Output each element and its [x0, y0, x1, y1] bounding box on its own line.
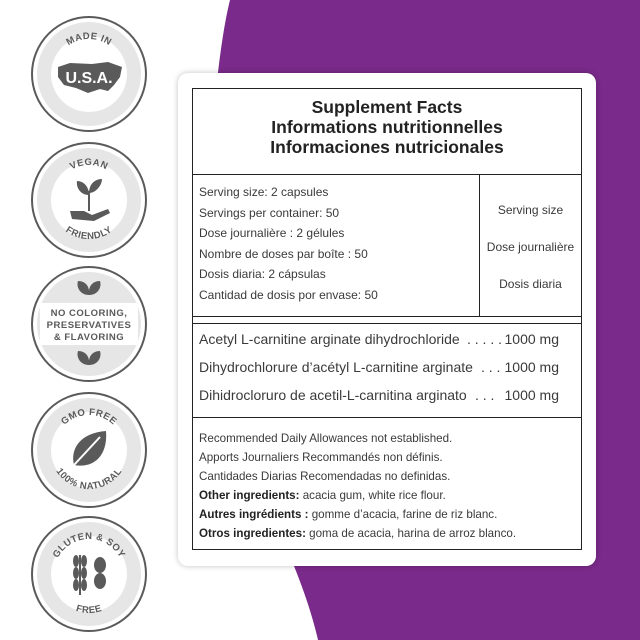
other-text: acacia gum, white rice flour.	[299, 489, 446, 502]
badge-line-1: NO COLORING,	[50, 308, 128, 319]
serving-line: Serving size: 2 capsules	[199, 185, 329, 199]
badge-gluten-soy-free	[30, 515, 148, 633]
serving-header: Dosis diaria	[499, 277, 562, 291]
serving-header: Dose journalière	[486, 240, 575, 254]
ingredient-dots: . . .	[475, 387, 495, 403]
divider	[193, 316, 581, 317]
note-line: Recommended Daily Allowances not established.	[199, 432, 453, 445]
badge-top-text: MADE IN	[64, 30, 114, 49]
ingredient-row	[199, 387, 573, 411]
badge-bottom-text: 100% NATURAL	[53, 466, 125, 493]
facts-title-es: Informaciones nutricionales	[270, 137, 504, 157]
other-label: Otros ingredientes:	[199, 527, 306, 540]
badge-vegan-friendly	[30, 141, 148, 259]
ingredient-row	[199, 359, 573, 383]
badge-no-coloring	[30, 265, 148, 383]
badge-top-text: VEGAN	[68, 156, 110, 173]
facts-title-section	[193, 89, 581, 175]
divider	[193, 323, 581, 324]
note-line: Cantidades Diarias Recomendadas no definidas.	[199, 470, 451, 483]
other-text: goma de acacia, harina de arroz blanco.	[305, 527, 517, 540]
badge-line-2: PRESERVATIVES	[46, 320, 132, 331]
other-text: gomme d’acacia, farine de riz blanc.	[308, 508, 498, 521]
serving-headers	[480, 175, 581, 316]
notes-section	[199, 429, 577, 543]
serving-line: Dose journalière : 2 gélules	[199, 226, 345, 240]
note-line: Apports Journaliers Recommandés non définis.	[199, 451, 443, 464]
other-ingredients-es	[199, 524, 577, 543]
badge-bottom-text: FRIENDLY	[63, 224, 115, 243]
ingredient-row	[199, 331, 573, 355]
badge-top-text: GMO FREE	[59, 406, 119, 428]
badge-bottom-text: FREE	[74, 603, 104, 617]
serving-info	[193, 175, 480, 316]
other-label: Other ingredients:	[199, 489, 300, 502]
ingredient-name: Dihidrocloruro de acetil-L-carnitina arginato	[199, 387, 467, 403]
badge-line-3: & FLAVORING	[53, 332, 125, 343]
serving-line: Cantidad de dosis por envase: 50	[199, 287, 378, 302]
ingredient-amount: 1000 mg	[504, 387, 559, 403]
other-ingredients-fr	[199, 505, 577, 524]
ingredient-name: Dihydrochlorure d’acétyl L-carnitine arginate	[199, 359, 473, 375]
ingredient-name: Acetyl L-carnitine arginate dihydrochloride	[199, 331, 460, 347]
badge-top-text: GLUTEN & SOY	[50, 530, 128, 560]
ingredient-dots: . . . . .	[467, 331, 503, 347]
serving-line: Nombre de doses par boîte : 50	[199, 246, 368, 261]
serving-line: Dosis diaria: 2 cápsulas	[199, 267, 326, 281]
serving-header: Serving size	[497, 203, 564, 217]
divider	[193, 417, 581, 418]
ingredient-dots: . . .	[481, 359, 501, 375]
supplement-facts-panel	[192, 88, 582, 550]
badge-gmo-free	[30, 391, 148, 509]
facts-title-en: Supplement Facts	[311, 97, 463, 117]
badge-made-in-usa	[30, 15, 148, 133]
other-label: Autres ingrédients :	[199, 508, 309, 521]
other-ingredients-en	[199, 486, 577, 505]
ingredient-amount: 1000 mg	[504, 359, 559, 375]
serving-line: Servings per container: 50	[199, 205, 340, 220]
facts-title-fr: Informations nutritionnelles	[271, 117, 503, 137]
badge-main-text: U.S.A.	[65, 70, 113, 87]
ingredient-amount: 1000 mg	[504, 331, 559, 347]
